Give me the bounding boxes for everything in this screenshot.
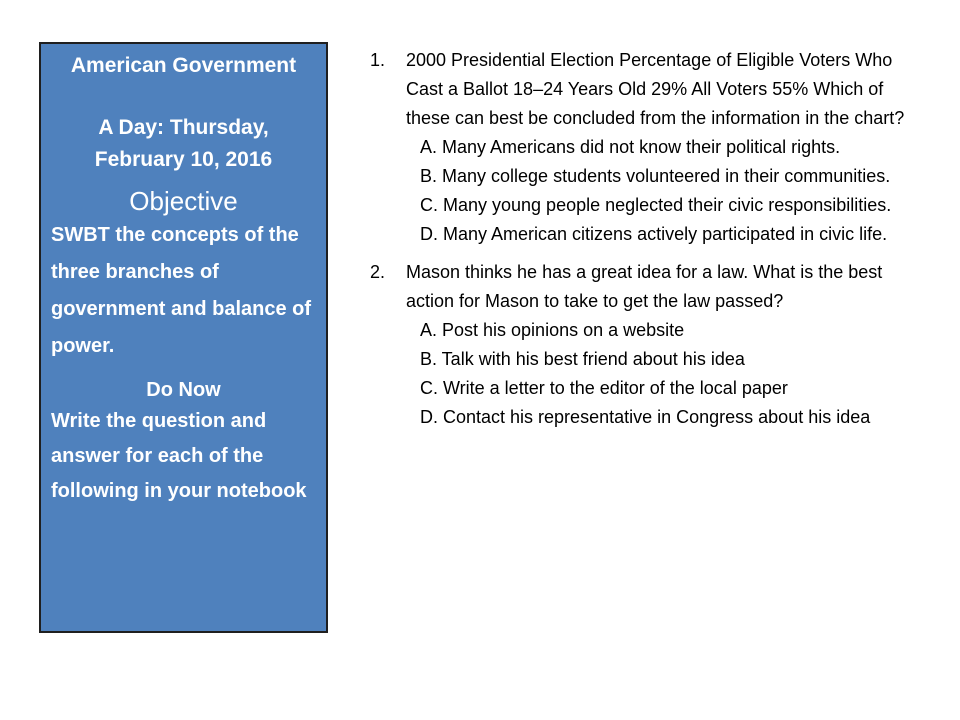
choice-d: D. Contact his representative in Congress about his idea xyxy=(420,407,871,427)
choice-a: A. Post his opinions on a website xyxy=(420,320,685,340)
question-list xyxy=(370,46,915,432)
question-number: 2. xyxy=(370,262,386,282)
choice-d: D. Many American citizens actively participated in civic life. xyxy=(420,224,888,244)
date-line-1: A Day: Thursday, xyxy=(98,116,269,139)
question-2 xyxy=(370,258,915,432)
question-1 xyxy=(370,46,915,249)
date-line-2: February 10, 2016 xyxy=(94,148,273,171)
choice-b: B. Talk with his best friend about his idea xyxy=(420,349,745,369)
course-title: American Government xyxy=(70,54,297,77)
do-now-heading: Do Now xyxy=(146,379,221,401)
answer-choices xyxy=(420,133,915,249)
objective-heading: Objective xyxy=(129,186,238,216)
choice-a: A. Many Americans did not know their political rights. xyxy=(420,137,841,157)
question-number: 1. xyxy=(370,50,386,70)
do-now-text: Write the question and answer for each of the following in your notebook xyxy=(51,410,307,502)
objective-text: SWBT the concepts of the three branches of government and balance of power. xyxy=(51,224,312,357)
choice-c: C. Many young people neglected their civic responsibilities. xyxy=(420,195,892,215)
question-text: Mason thinks he has a great idea for a law. What is the best action for Mason to take to get the law passed? xyxy=(406,262,883,311)
agenda-panel xyxy=(39,42,328,633)
choice-b: B. Many college students volunteered in their communities. xyxy=(420,166,891,186)
answer-choices xyxy=(420,316,915,432)
choice-c: C. Write a letter to the editor of the local paper xyxy=(420,378,788,398)
question-text: 2000 Presidential Election Percentage of Eligible Voters Who Cast a Ballot 18–24 Years Old 29% All Voters 55% Which of these can best be concluded from the information in the chart? xyxy=(406,50,905,128)
date-heading xyxy=(41,112,326,176)
